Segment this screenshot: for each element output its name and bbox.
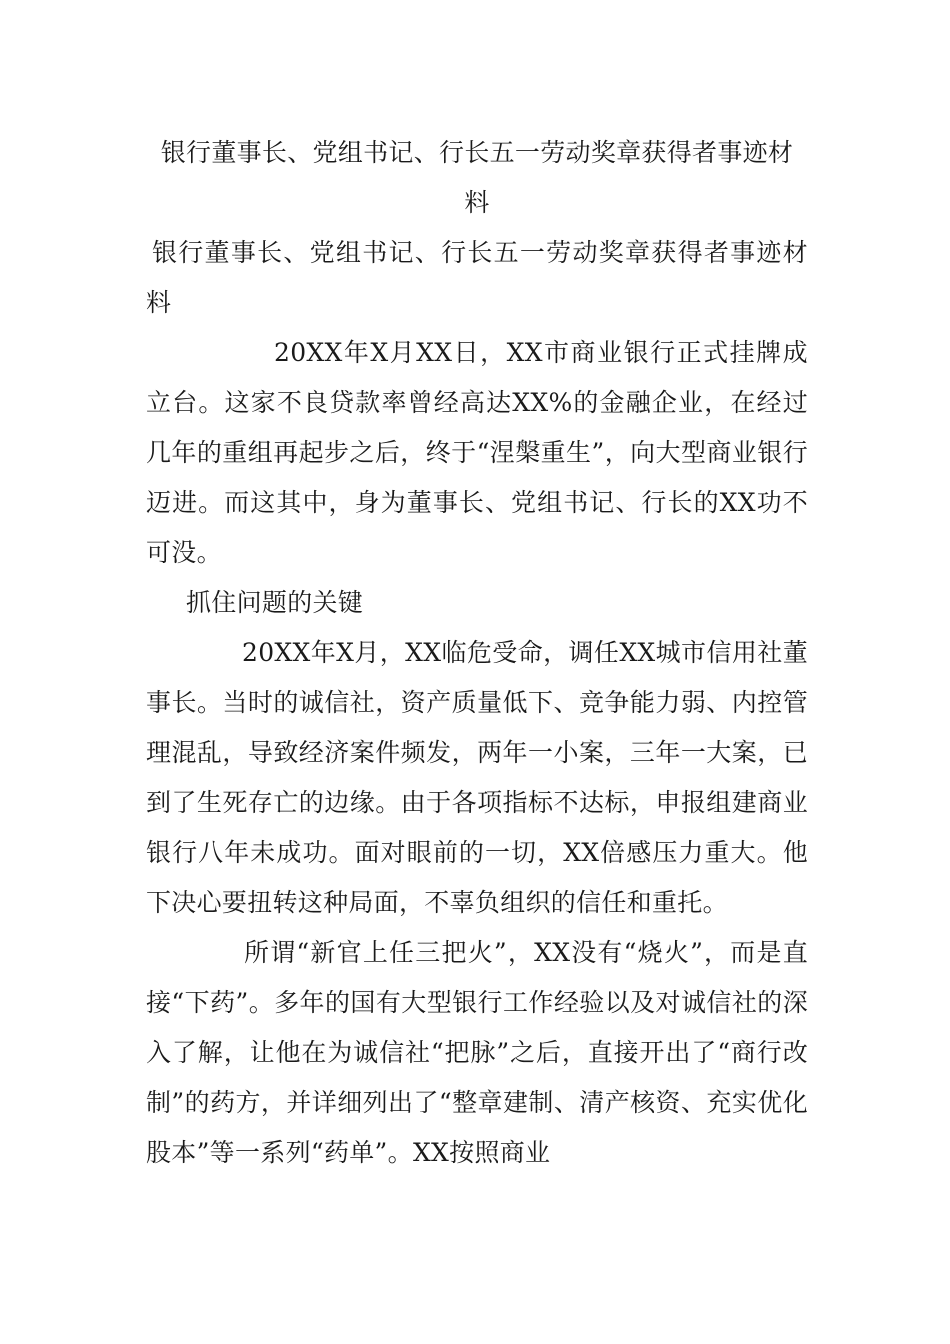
document-title: 银行董事长、党组书记、行长五一劳动奖章获得者事迹材料 (160, 138, 794, 217)
repeated-title: 银行董事长、党组书记、行长五一劳动奖章获得者事迹材料 (146, 238, 808, 317)
paragraph-intro: 20XX年X月XX日，XX市商业银行正式挂牌成立台。这家不良贷款率曾经高达XX%的金融企业，在经过几年的重组再起步之后，终于“涅槃重生”，向大型商业银行迈进。而这其中，身为董事长、党组书记、行长的XX功不可没。 (146, 338, 808, 567)
section-heading: 抓住问题的关键 (186, 588, 364, 617)
paragraph-reform: 所谓“新官上任三把火”，XX没有“烧火”，而是直接“下药”。多年的国有大型银行工作经验以及对诚信社的深入了解，让他在为诚信社“把脉”之后，直接开出了“商行改制”的药方，并详细列出了“整章建制、清产核资、充实优化股本”等一系列“药单”。XX按照商业 (146, 938, 808, 1167)
document-body (146, 128, 808, 1178)
paragraph-appointment: 20XX年X月，XX临危受命，调任XX城市信用社董事长。当时的诚信社，资产质量低下、竞争能力弱、内控管理混乱，导致经济案件频发，两年一小案，三年一大案，已到了生死存亡的边缘。由于各项指标不达标，申报组建商业银行八年未成功。面对眼前的一切，XX倍感压力重大。他下决心要扭转这种局面，不辜负组织的信任和重托。 (146, 638, 808, 917)
